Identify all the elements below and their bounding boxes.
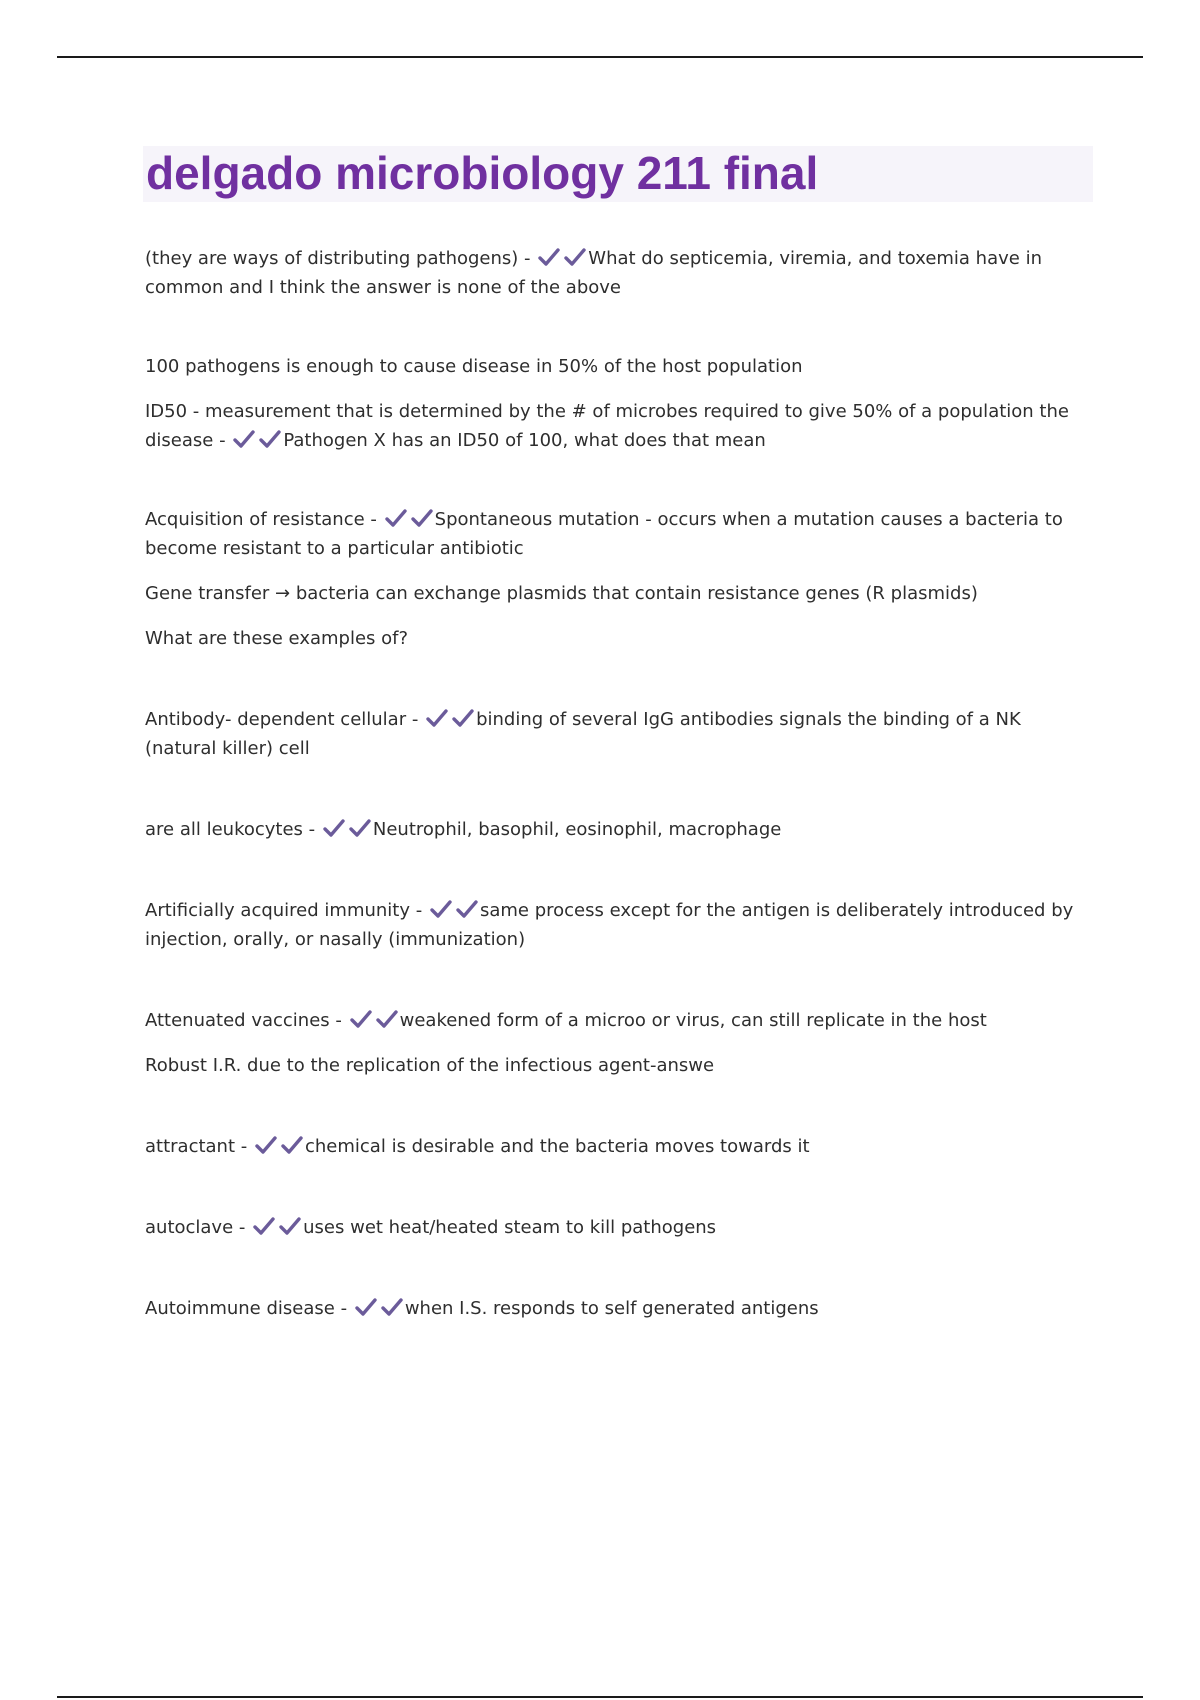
entry-paragraph — [145, 815, 1080, 844]
top-rule — [57, 56, 1143, 58]
term-separator: - — [238, 1217, 246, 1238]
entry-paragraph — [145, 1213, 1080, 1242]
checkmark-icon — [348, 818, 372, 838]
checkmark-icon — [349, 1009, 373, 1029]
document-title: delgado microbiology 211 final — [146, 147, 819, 199]
entry-paragraph — [145, 397, 1080, 455]
checkmark-icon — [425, 708, 449, 728]
entry-paragraph — [145, 352, 1080, 381]
checkmark-icon — [278, 1216, 302, 1236]
checkmark-icon — [252, 1216, 276, 1236]
flashcard-entry — [145, 705, 1080, 763]
entry-definition: binding of several IgG antibodies signals the binding of a NK (natural killer) cell — [145, 709, 1021, 759]
entry-term: Artificially acquired immunity — [145, 900, 410, 921]
checkmark-icon — [258, 429, 282, 449]
entry-term: autoclave — [145, 1217, 234, 1238]
flashcard-entry — [145, 244, 1080, 302]
entry-paragraph — [145, 244, 1080, 302]
checkmark-icon — [537, 247, 561, 267]
checkmark-icon — [354, 1297, 378, 1317]
term-separator: - — [240, 1136, 248, 1157]
entry-paragraph — [145, 896, 1080, 954]
entry-paragraph — [145, 1132, 1080, 1161]
term-separator: - — [340, 1298, 348, 1319]
checkmark-icon — [563, 247, 587, 267]
entry-definition: uses wet heat/heated steam to kill pathogens — [303, 1217, 717, 1238]
entry-paragraph — [145, 1294, 1080, 1323]
checkmark-icon — [280, 1135, 304, 1155]
entry-definition: same process except for the antigen is deliberately introduced by injection, orally, or nasally (immunization) — [145, 900, 1074, 950]
entry-definition: Neutrophil, basophil, eosinophil, macrophage — [372, 819, 782, 840]
term-separator: - — [219, 430, 226, 451]
term-separator: - — [335, 1010, 342, 1031]
entry-paragraph — [145, 705, 1080, 763]
term-separator: - — [411, 709, 419, 730]
checkmark-icon — [384, 508, 408, 528]
checkmark-icon — [455, 899, 479, 919]
flashcard-list — [145, 244, 1080, 1323]
entry-paragraph — [145, 624, 1080, 653]
checkmark-icon — [254, 1135, 278, 1155]
term-separator: - — [370, 509, 377, 530]
flashcard-entry — [145, 352, 1080, 455]
entry-definition: What do septicemia, viremia, and toxemia have in common and I think the answer is none of the above — [145, 248, 1042, 298]
entry-definition: chemical is desirable and the bacteria moves towards it — [305, 1136, 810, 1157]
flashcard-entry — [145, 815, 1080, 844]
entry-definition: Spontaneous mutation - occurs when a mutation causes a bacteria to become resistant to a particular antibiotic — [145, 509, 1063, 559]
flashcard-entry — [145, 896, 1080, 954]
entry-paragraph — [145, 1006, 1080, 1035]
entry-definition: weakened form of a microo or virus, can still replicate in the host — [399, 1010, 987, 1031]
entry-term: Acquisition of resistance — [145, 509, 365, 530]
checkmark-icon — [410, 508, 434, 528]
entry-text: 100 pathogens is enough to cause disease in 50% of the host population — [145, 356, 803, 377]
checkmark-icon — [429, 899, 453, 919]
entry-text: Robust I.R. due to the replication of the infectious agent-answe — [145, 1055, 715, 1076]
entry-term: Autoimmune disease — [145, 1298, 335, 1319]
entry-term: Antibody- dependent cellular — [145, 709, 407, 730]
entry-term: are all leukocytes — [145, 819, 303, 840]
flashcard-entry — [145, 505, 1080, 653]
checkmark-icon — [451, 708, 475, 728]
entry-text: What are these examples of? — [145, 628, 409, 649]
entry-term: (they are ways of distributing pathogens) — [145, 248, 519, 269]
term-separator: - — [308, 819, 316, 840]
checkmark-icon — [232, 429, 256, 449]
checkmark-icon — [380, 1297, 404, 1317]
term-separator: - — [524, 248, 531, 269]
entry-paragraph — [145, 1051, 1080, 1080]
flashcard-entry — [145, 1132, 1080, 1161]
entry-definition: Pathogen X has an ID50 of 100, what does that mean — [283, 430, 766, 451]
checkmark-icon — [322, 818, 346, 838]
term-separator: - — [415, 900, 423, 921]
entry-term: attractant — [145, 1136, 236, 1157]
entry-term: Attenuated vaccines — [145, 1010, 330, 1031]
entry-definition: when I.S. responds to self generated antigens — [404, 1298, 819, 1319]
flashcard-entry — [145, 1006, 1080, 1080]
flashcard-entry — [145, 1213, 1080, 1242]
entry-text: Gene transfer → bacteria can exchange plasmids that contain resistance genes (R plasmids) — [145, 583, 978, 604]
bottom-rule — [57, 1696, 1143, 1698]
entry-paragraph — [145, 579, 1080, 608]
entry-term: ID50 - measurement that is determined by the # of microbes required to give 50% of a population the disease — [145, 401, 1069, 451]
flashcard-entry — [145, 1294, 1080, 1323]
checkmark-icon — [375, 1009, 399, 1029]
entry-paragraph — [145, 505, 1080, 563]
